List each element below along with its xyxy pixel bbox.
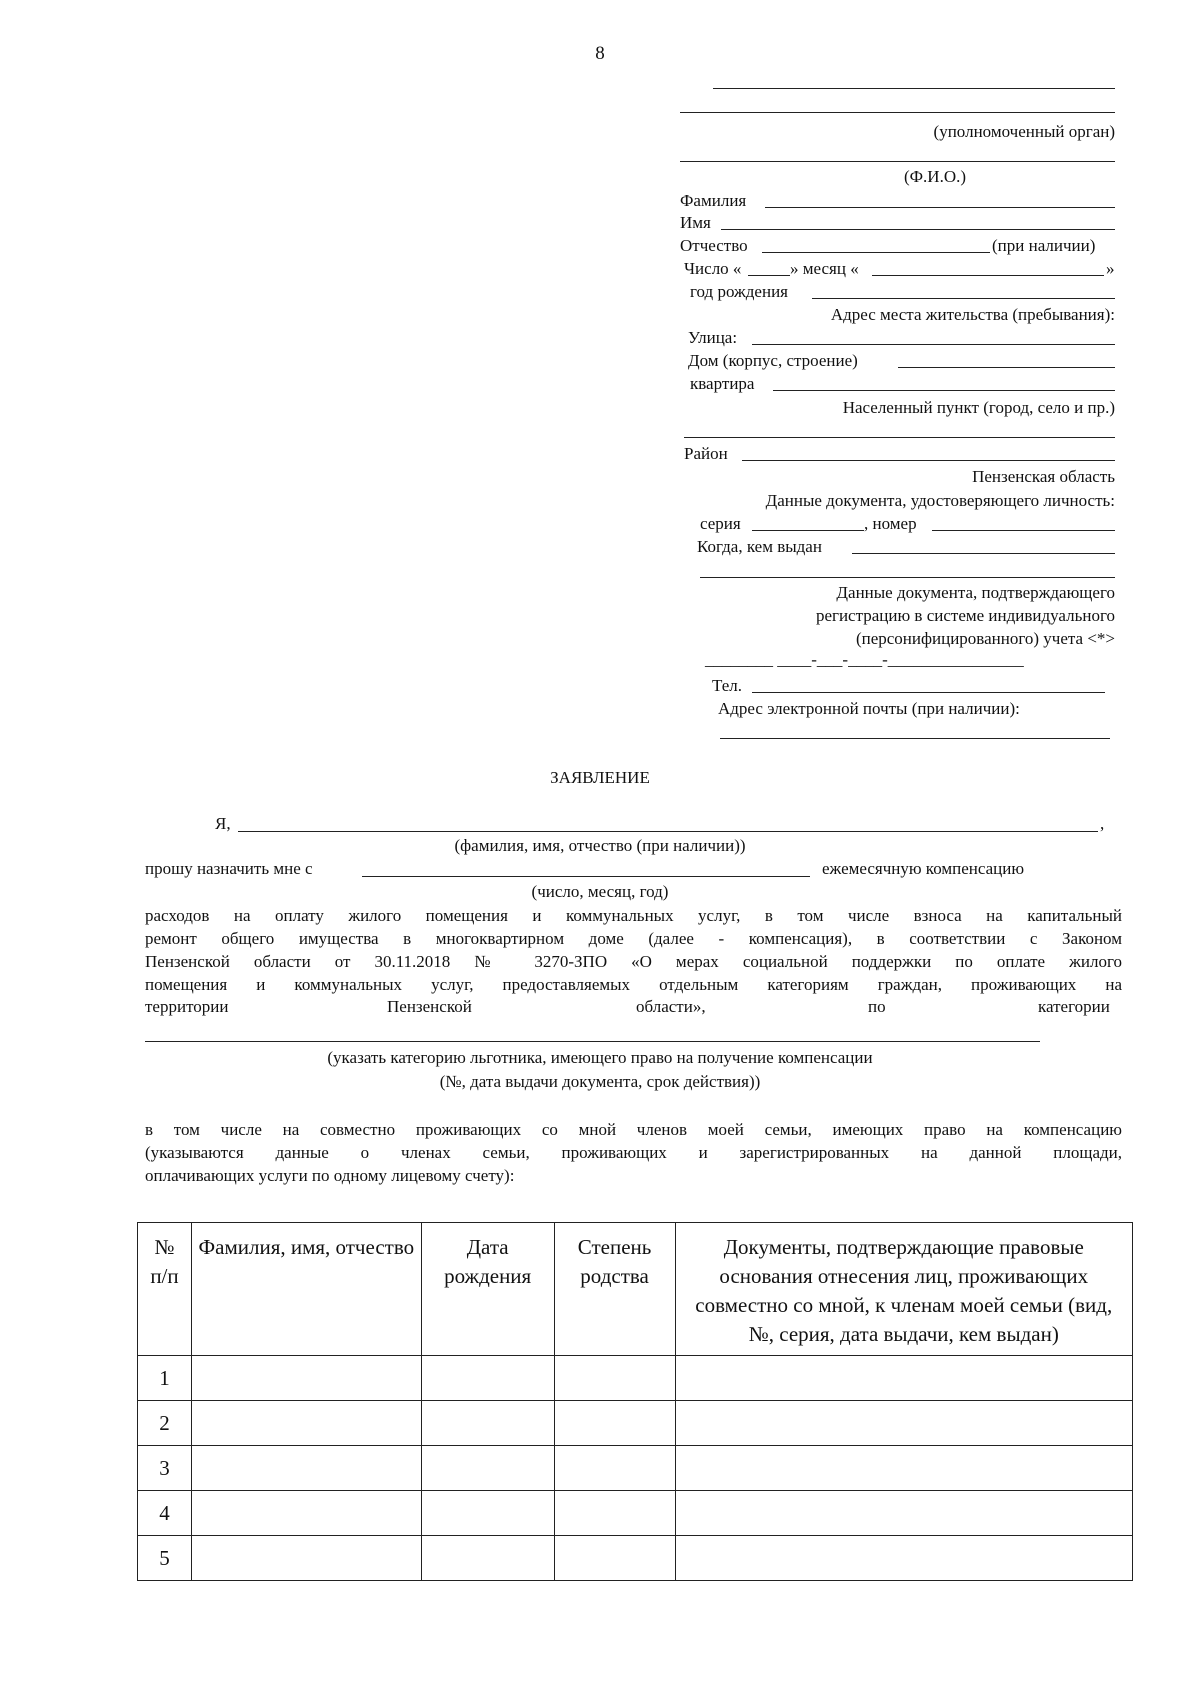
relation-cell[interactable] (554, 1446, 675, 1491)
table-row (138, 1356, 1133, 1401)
birthdate-cell[interactable] (421, 1491, 554, 1536)
documents-cell[interactable] (675, 1491, 1132, 1536)
phone-field[interactable] (752, 692, 1105, 693)
documents-cell[interactable] (675, 1536, 1132, 1581)
para1-line-2: ремонт общего имущества в многоквартирном доме (далее - компенсация), в соответствии с Законом (145, 929, 1122, 948)
district-label: Район (684, 444, 728, 463)
table-row (138, 1401, 1133, 1446)
snils-field[interactable]: ________ ____-___-____-________________ (705, 650, 1024, 669)
birthdate-cell[interactable] (421, 1401, 554, 1446)
region-label: Пензенская область (972, 467, 1115, 486)
birth-day-label: Число « (684, 259, 742, 278)
request-prefix: прошу назначить мне с (145, 859, 313, 878)
authority-line-1[interactable] (713, 88, 1115, 89)
documents-cell[interactable] (675, 1356, 1132, 1401)
para1-word-2: Пензенской (387, 997, 472, 1016)
street-field[interactable] (752, 344, 1115, 345)
documents-cell[interactable] (675, 1401, 1132, 1446)
closing-quote: » (1106, 259, 1115, 278)
row-number: 2 (138, 1401, 192, 1446)
table-row (138, 1491, 1133, 1536)
row-number: 3 (138, 1446, 192, 1491)
house-field[interactable] (898, 367, 1115, 368)
locality-label: Населенный пункт (город, село и пр.) (842, 398, 1115, 417)
birthdate-cell[interactable] (421, 1446, 554, 1491)
fio-label: (Ф.И.О.) (903, 167, 967, 186)
family-members-table (137, 1222, 1133, 1581)
number-field[interactable] (932, 530, 1115, 531)
name-cell[interactable] (191, 1536, 421, 1581)
house-label: Дом (корпус, строение) (688, 351, 858, 370)
birth-month-label: » месяц « (790, 259, 859, 278)
start-date-field[interactable] (362, 876, 810, 877)
relation-cell[interactable] (554, 1491, 675, 1536)
applicant-fio-field[interactable] (238, 831, 1098, 832)
birth-month-field[interactable] (872, 275, 1104, 276)
name-field[interactable] (721, 229, 1115, 230)
apartment-label: квартира (690, 374, 755, 393)
name-label: Имя (680, 213, 711, 232)
series-label: серия (700, 514, 741, 533)
apartment-field[interactable] (773, 390, 1115, 391)
row-number: 5 (138, 1536, 192, 1581)
name-cell[interactable] (191, 1401, 421, 1446)
col-header-documents: Документы, подтверждающие правовые основания отнесения лиц, проживающих совместно со мной, к членам моей семьи (вид, №, серия, дата выдачи, кем выдан) (675, 1223, 1132, 1356)
phone-label: Тел. (712, 676, 743, 695)
table-row (138, 1536, 1133, 1581)
issued-field[interactable] (852, 553, 1115, 554)
para2-line-1: в том числе на совместно проживающих со мной членов моей семьи, имеющих право на компенсацию (145, 1120, 1122, 1139)
surname-label: Фамилия (680, 191, 747, 210)
snils-line-1: Данные документа, подтверждающего (836, 583, 1115, 602)
para2-line-2: (указываются данные о членах семьи, проживающих и зарегистрированных на данной площади, (145, 1143, 1122, 1162)
col-header-birthdate: Дата рождения (421, 1223, 554, 1356)
para1-line-4: помещения и коммунальных услуг, предоставляемых отдельным категориям граждан, проживающих на (145, 975, 1122, 994)
table-row (138, 1446, 1133, 1491)
col-header-relation: Степень родства (554, 1223, 675, 1356)
locality-field[interactable] (684, 437, 1115, 438)
document-title: ЗАЯВЛЕНИЕ (550, 768, 650, 787)
documents-cell[interactable] (675, 1446, 1132, 1491)
snils-line-3: (персонифицированного) учета <*> (855, 629, 1115, 648)
issued-label: Когда, кем выдан (697, 537, 822, 556)
date-hint: (число, месяц, год) (531, 882, 669, 901)
birth-year-label: год рождения (690, 282, 788, 301)
para2-line-3: оплачивающих услуги по одному лицевому счету): (145, 1166, 515, 1185)
name-cell[interactable] (191, 1446, 421, 1491)
para1-word-1: территории (145, 997, 229, 1016)
snils-line-2: регистрацию в системе индивидуального (815, 606, 1115, 625)
authority-label: (уполномоченный орган) (933, 122, 1115, 141)
para1-word-5: категории (1038, 997, 1110, 1016)
row-number: 4 (138, 1491, 192, 1536)
relation-cell[interactable] (554, 1401, 675, 1446)
number-label: , номер (864, 514, 917, 533)
fio-hint: (фамилия, имя, отчество (при наличии)) (454, 836, 746, 855)
patronymic-note: (при наличии) (992, 236, 1096, 255)
patronymic-field[interactable] (762, 252, 990, 253)
email-field[interactable] (720, 738, 1110, 739)
category-hint-2: (№, дата выдачи документа, срок действия)) (439, 1072, 761, 1091)
relation-cell[interactable] (554, 1356, 675, 1401)
patronymic-label: Отчество (680, 236, 748, 255)
series-field[interactable] (752, 530, 864, 531)
i-label: Я, (215, 814, 231, 833)
col-header-name: Фамилия, имя, отчество (191, 1223, 421, 1356)
district-field[interactable] (742, 460, 1115, 461)
table-header-row (138, 1223, 1133, 1356)
category-hint-1: (указать категорию льготника, имеющего право на получение компенсации (327, 1048, 873, 1067)
birth-day-field[interactable] (748, 275, 790, 276)
category-field[interactable] (145, 1041, 1040, 1042)
email-label: Адрес электронной почты (при наличии): (718, 699, 1020, 718)
street-label: Улица: (688, 328, 738, 347)
name-cell[interactable] (191, 1491, 421, 1536)
address-title: Адрес места жительства (пребывания): (830, 305, 1115, 324)
para1-word-4: по (868, 997, 886, 1016)
id-doc-title: Данные документа, удостоверяющего личность: (765, 491, 1115, 510)
name-cell[interactable] (191, 1356, 421, 1401)
page-number: 8 (595, 43, 605, 64)
row-number: 1 (138, 1356, 192, 1401)
para1-line-3: Пензенской области от 30.11.2018 № 3270-ЗПО «О мерах социальной поддержки по оплате жилого (145, 952, 1122, 971)
birthdate-cell[interactable] (421, 1536, 554, 1581)
para1-word-3: области», (636, 997, 706, 1016)
fio-line[interactable] (680, 161, 1115, 162)
fio-comma: , (1100, 814, 1105, 833)
relation-cell[interactable] (554, 1536, 675, 1581)
col-header-number: № п/п (138, 1223, 192, 1356)
para1-line-1: расходов на оплату жилого помещения и коммунальных услуг, в том числе взноса на капитальный (145, 906, 1122, 925)
authority-line-2[interactable] (680, 112, 1115, 113)
birth-year-field[interactable] (812, 298, 1115, 299)
surname-field[interactable] (765, 207, 1115, 208)
request-suffix: ежемесячную компенсацию (822, 859, 1025, 878)
birthdate-cell[interactable] (421, 1356, 554, 1401)
issued-field-2[interactable] (700, 577, 1115, 578)
